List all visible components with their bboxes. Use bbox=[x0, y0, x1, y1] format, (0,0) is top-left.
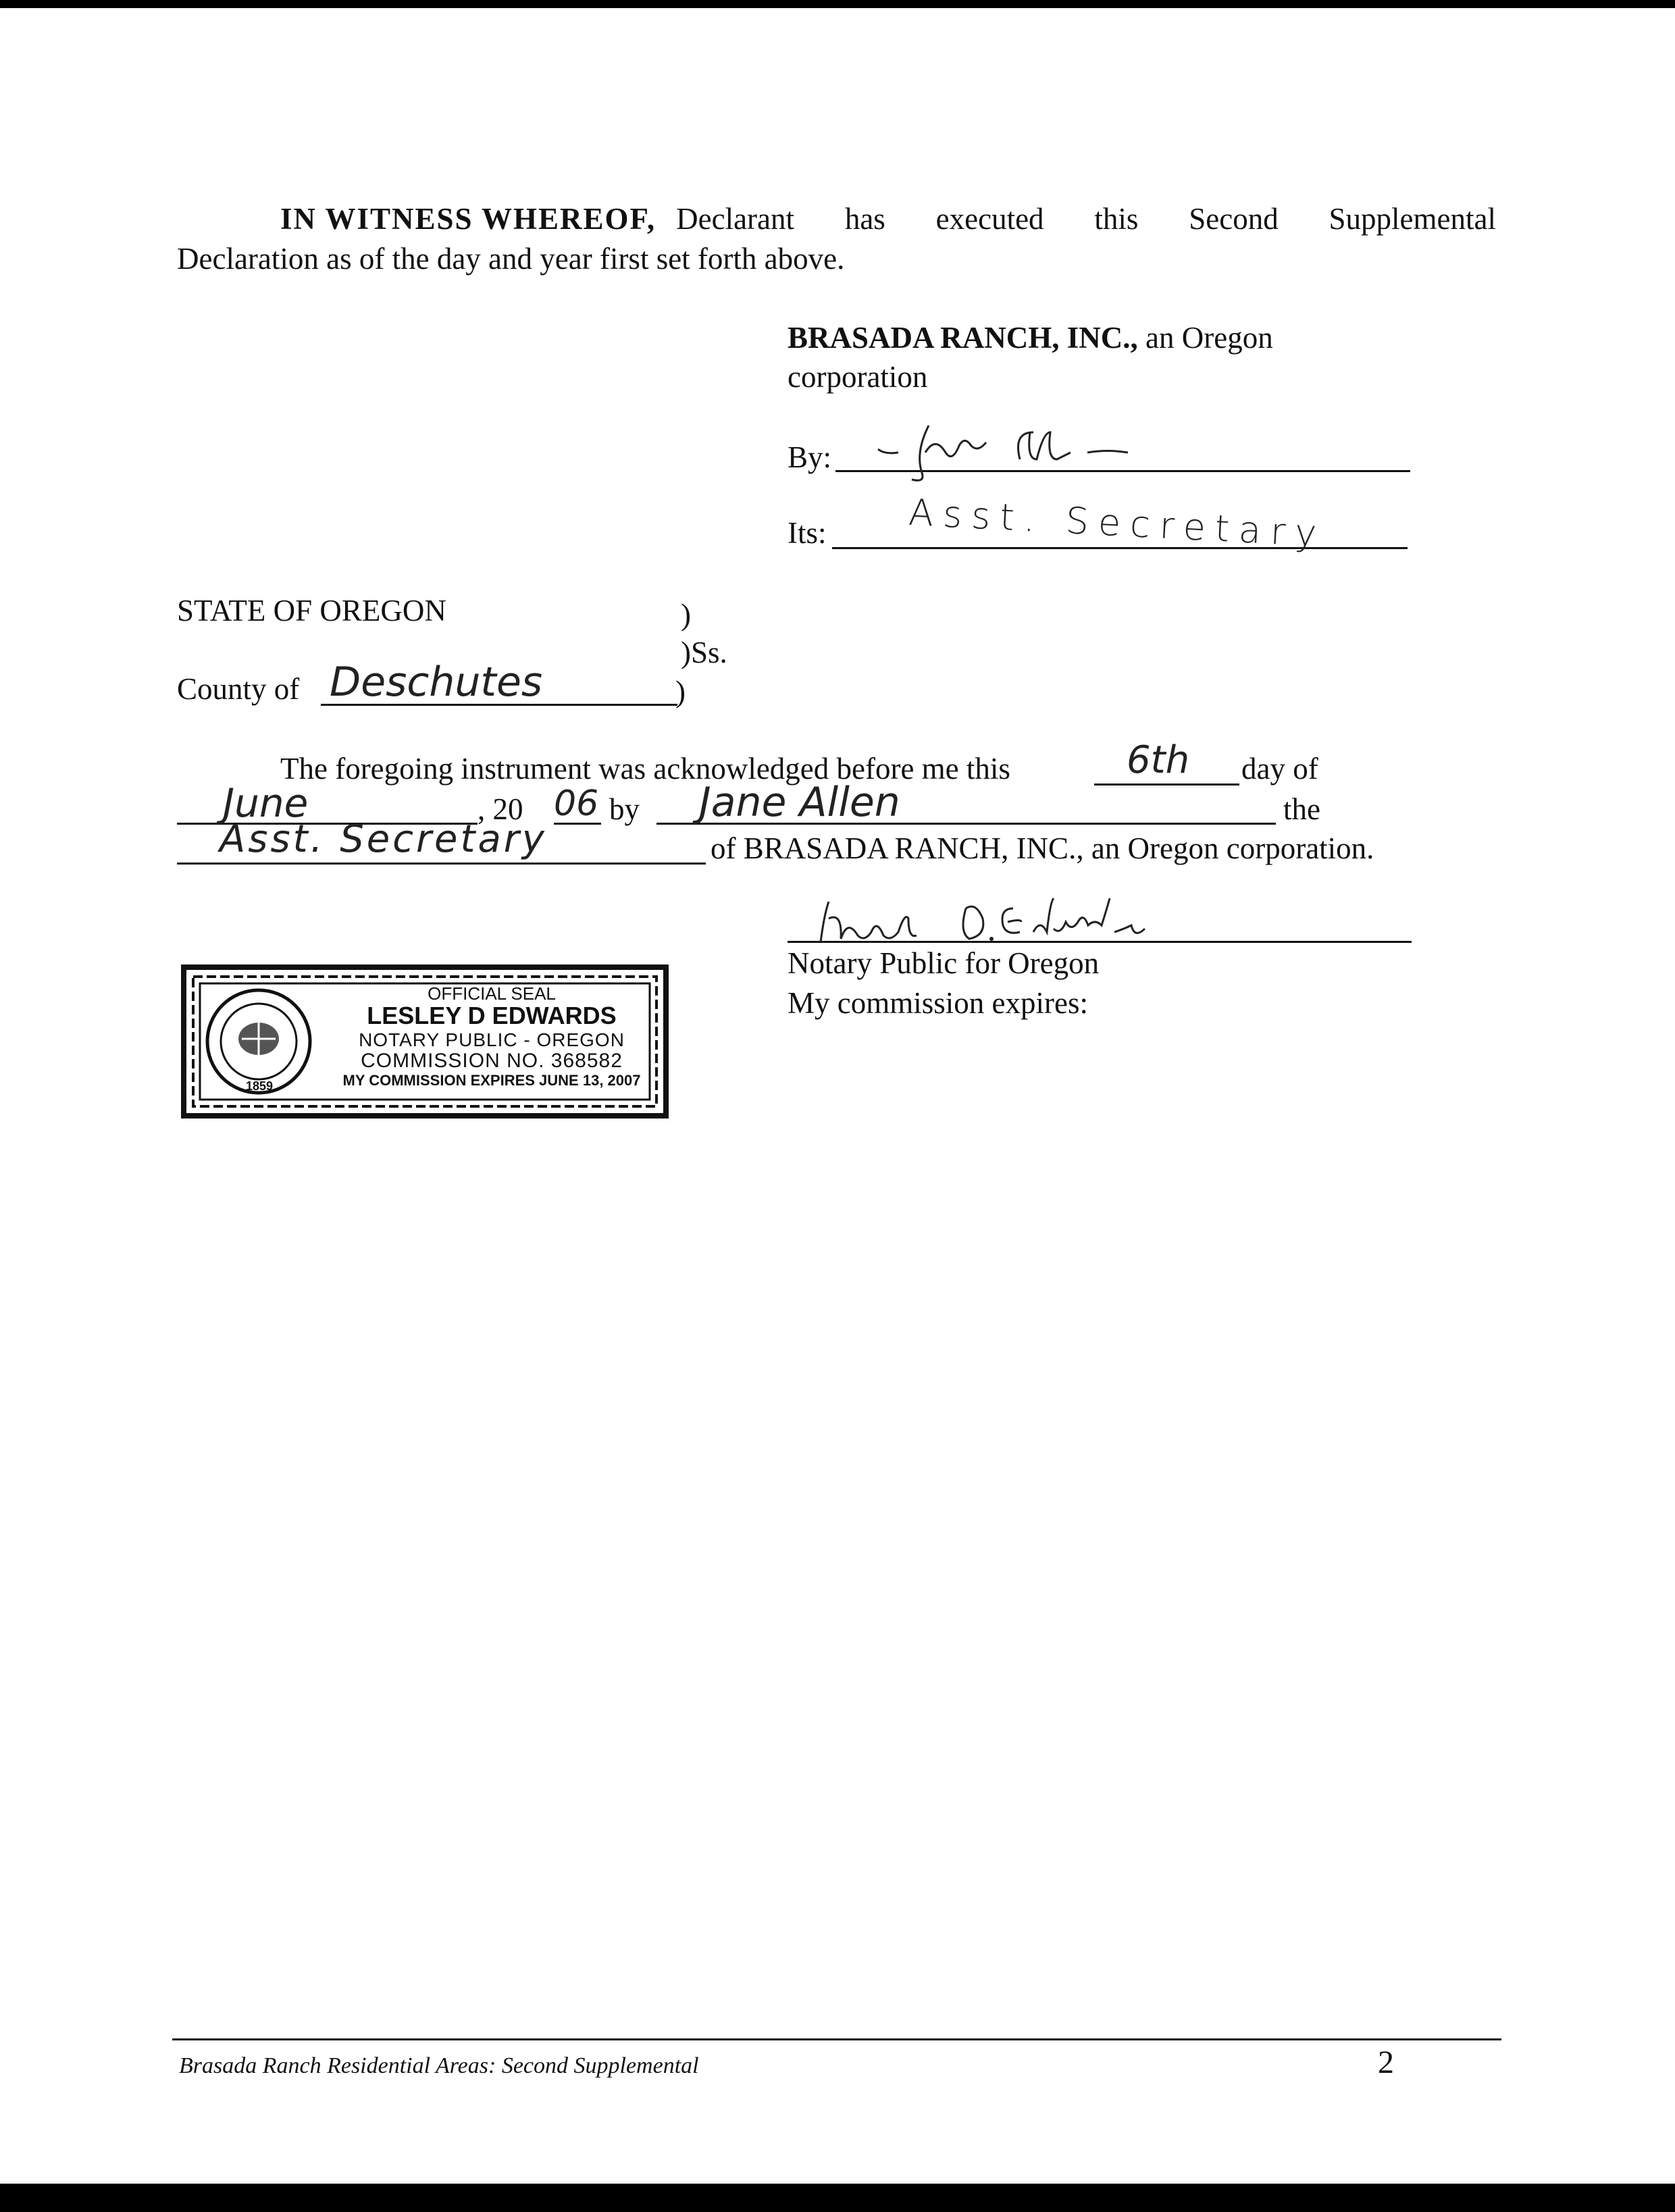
ack-title-handwritten: Asst. Secretary bbox=[220, 817, 547, 861]
venue-paren-1: ) bbox=[681, 598, 691, 632]
ack-line-1-text: The foregoing instrument was acknowledged before me this bbox=[280, 752, 1010, 786]
scan-top-border bbox=[0, 0, 1675, 8]
page-number: 2 bbox=[1378, 2044, 1394, 2080]
company-suffix: an Oregon bbox=[1145, 321, 1273, 355]
seal-commission-no: COMMISSION NO. 368582 bbox=[361, 1050, 623, 1072]
ack-day-line bbox=[1094, 783, 1239, 786]
signature-jane-allen bbox=[865, 412, 1189, 493]
ack-day-handwritten: 6th bbox=[1127, 738, 1190, 782]
official-seal bbox=[181, 964, 669, 1118]
state-of-oregon: STATE OF OREGON bbox=[177, 594, 446, 627]
seal-expires: MY COMMISSION EXPIRES JUNE 13, 2007 bbox=[342, 1072, 641, 1089]
ack-day-of: day of bbox=[1241, 752, 1318, 786]
notary-commission: My commission expires: bbox=[788, 986, 1088, 1020]
its-label: Its: bbox=[788, 516, 827, 550]
signature-lesley-edwards bbox=[810, 892, 1229, 952]
seal-emblem-year: 1859 bbox=[246, 1079, 274, 1093]
company-line-1 bbox=[788, 323, 1273, 353]
seal-notary: NOTARY PUBLIC - OREGON bbox=[359, 1029, 625, 1050]
witness-line-2: Declaration as of the day and year first set forth above. bbox=[177, 242, 845, 276]
its-handwritten-title: Asst. Secretary bbox=[907, 490, 1327, 556]
company-name: BRASADA RANCH, INC., bbox=[788, 321, 1138, 355]
footer-text: Brasada Ranch Residential Areas: Second Supplemental bbox=[179, 2053, 699, 2078]
seal-name: LESLEY D EDWARDS bbox=[367, 1002, 617, 1029]
by-label: By: bbox=[788, 440, 832, 474]
ack-year-prefix: , 20 bbox=[478, 792, 523, 826]
company-line-2: corporation bbox=[788, 360, 928, 394]
ack-name-handwritten: Jane Allen bbox=[699, 779, 900, 826]
county-handwritten: Deschutes bbox=[330, 659, 543, 706]
seal-official: OFFICIAL SEAL bbox=[428, 983, 556, 1004]
ack-year-handwritten: 06 bbox=[554, 783, 599, 824]
footer-rule bbox=[172, 2038, 1501, 2040]
notary-title: Notary Public for Oregon bbox=[788, 946, 1100, 980]
ack-by-label: by bbox=[609, 792, 640, 826]
ack-line-3-rest: of BRASADA RANCH, INC., an Oregon corporation. bbox=[711, 831, 1374, 865]
ack-the-label: the bbox=[1283, 792, 1320, 826]
seal-text-block bbox=[330, 985, 654, 1088]
ack-title-line bbox=[177, 863, 706, 865]
venue-ss: )Ss. bbox=[681, 636, 727, 669]
scan-bottom-border bbox=[0, 2184, 1675, 2212]
county-label: County of bbox=[177, 672, 300, 706]
witness-rest: Declarant has executed this Second Supplemental bbox=[676, 202, 1496, 236]
venue-paren-3: ) bbox=[675, 675, 686, 709]
ack-month-handwritten: June bbox=[223, 780, 309, 826]
witness-line-1 bbox=[280, 204, 1496, 234]
witness-lead: IN WITNESS WHEREOF, bbox=[280, 202, 656, 236]
